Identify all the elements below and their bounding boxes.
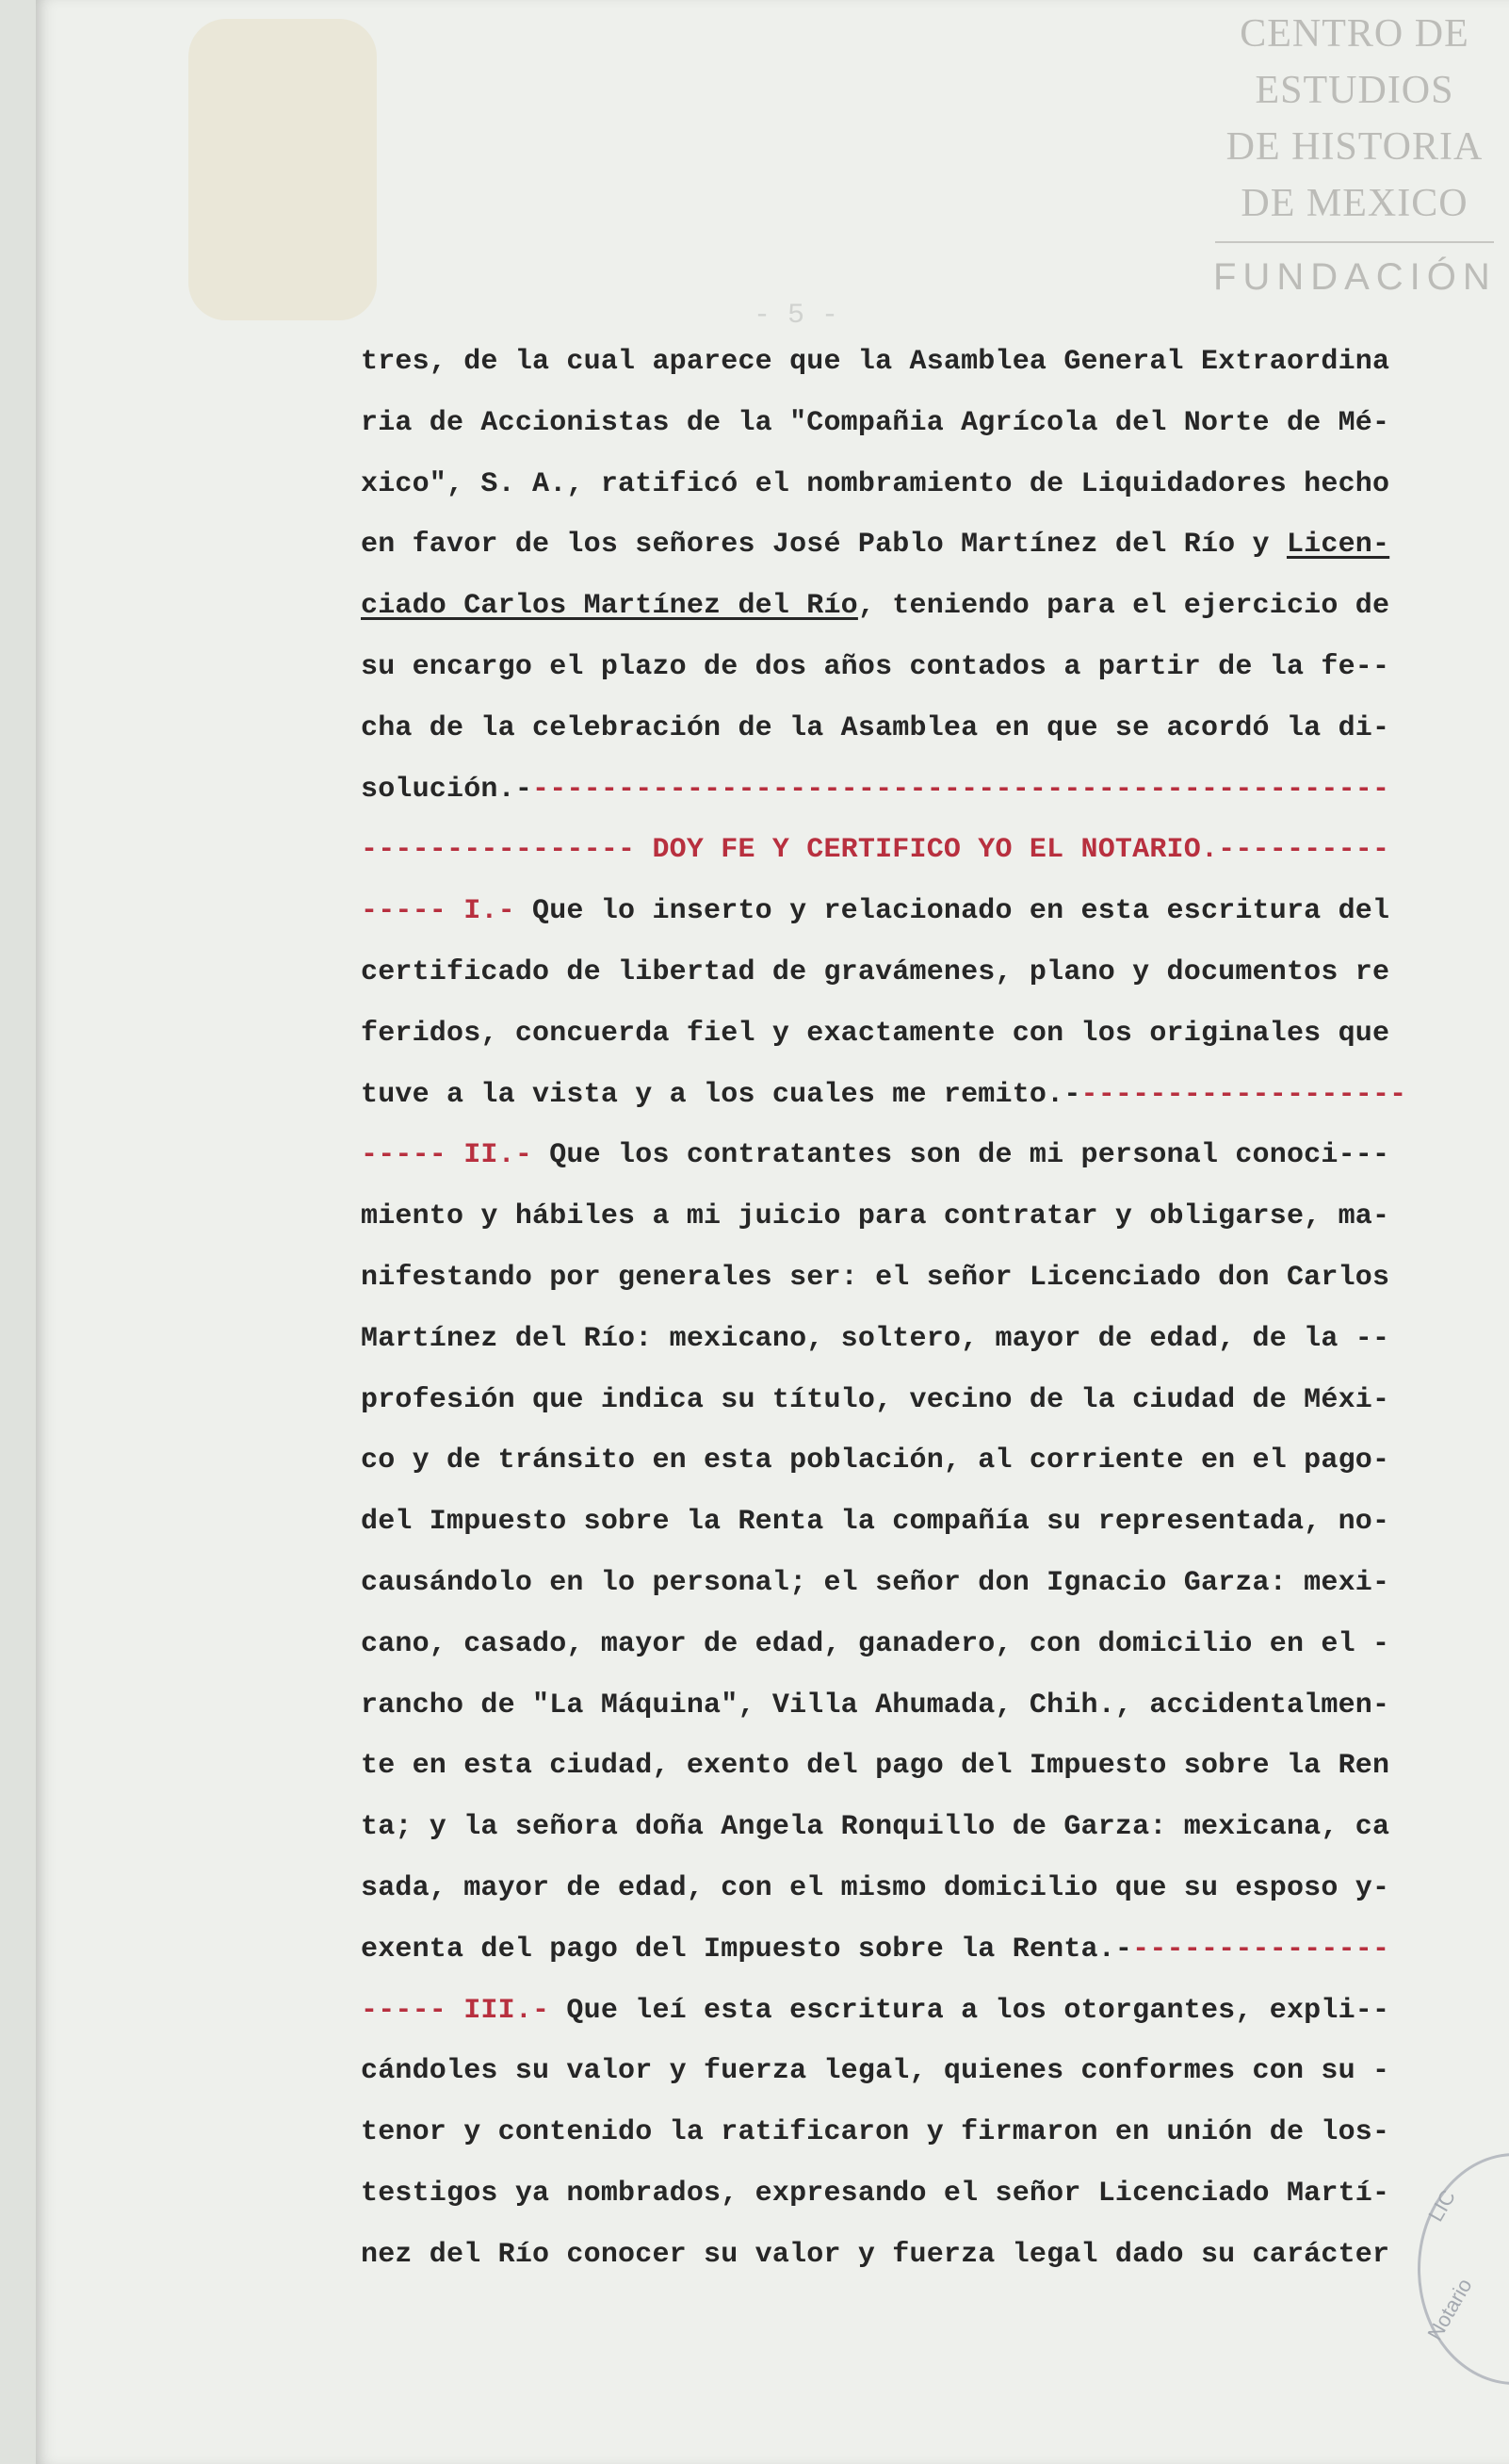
line-text: testigos ya nombrados, expresando el señor Licenciado Martí- xyxy=(361,2177,1390,2210)
line-text: ria de Accionistas de la "Compañia Agrícola del Norte de Mé- xyxy=(361,406,1390,439)
document-line xyxy=(361,1797,1463,1858)
watermark-line: CENTRO DE xyxy=(1240,12,1469,56)
line-text: Martínez del Río: mexicano, soltero, mayor de edad, de la -- xyxy=(361,1322,1390,1355)
document-line xyxy=(361,2225,1463,2286)
watermark-line: ESTUDIOS xyxy=(1255,69,1454,112)
document-line xyxy=(361,698,1463,759)
document-line xyxy=(361,1675,1463,1737)
line-text: ta; y la señora doña Angela Ronquillo de Garza: mexicana, ca xyxy=(361,1811,1390,1844)
red-filler-text: ----- II.- xyxy=(361,1139,533,1172)
red-filler-text: --------------- xyxy=(1132,1933,1390,1966)
line-text: causándolo en lo personal; el señor don Ignacio Garza: mexi- xyxy=(361,1566,1390,1599)
line-text: cha de la celebración de la Asamblea en que se acordó la di- xyxy=(361,711,1390,744)
seal-text: Notario xyxy=(1422,2274,1477,2344)
watermark-divider xyxy=(1215,241,1494,243)
watermark-line: DE HISTORIA xyxy=(1225,125,1484,169)
line-text: solución.- xyxy=(361,773,533,806)
line-text: tuve a la vista y a los cuales me remito.- xyxy=(361,1078,1081,1111)
line-text: Licen- xyxy=(1286,529,1390,562)
document-line xyxy=(361,454,1463,515)
line-text: exenta del pago del Impuesto sobre la Renta.- xyxy=(361,1933,1133,1966)
line-text: feridos, concuerda fiel y exactamente con los originales que xyxy=(361,1017,1390,1050)
line-text: cándoles su valor y fuerza legal, quienes conformes con su - xyxy=(361,2055,1390,2088)
document-line xyxy=(361,1614,1463,1675)
line-text: profesión que indica su título, vecino de la ciudad de Méxi- xyxy=(361,1383,1390,1416)
document-line xyxy=(361,1492,1463,1553)
red-filler-text: ---------------- DOY FE Y CERTIFICO YO EL NOTARIO.---------- xyxy=(361,834,1390,867)
watermark-foundation: FUNDACIÓN xyxy=(1213,256,1497,298)
page-edge xyxy=(0,0,36,2464)
line-text: Que los contratantes son de mi personal conoci--- xyxy=(532,1139,1390,1172)
line-text: , teniendo para el ejercicio de xyxy=(857,590,1390,623)
red-filler-text: ------------------- xyxy=(1080,1078,1407,1111)
red-filler-text: -------------------------------------------------- xyxy=(532,773,1390,806)
document-line xyxy=(361,514,1463,576)
paper-stain xyxy=(188,19,377,320)
document-line xyxy=(361,1858,1463,1919)
document-line xyxy=(361,1065,1463,1126)
document-line xyxy=(361,332,1463,393)
document-line xyxy=(361,1370,1463,1431)
line-text: rancho de "La Máquina", Villa Ahumada, Chih., accidentalmen- xyxy=(361,1689,1390,1722)
document-line xyxy=(361,1430,1463,1492)
document-line xyxy=(361,1919,1463,1981)
document-line xyxy=(361,576,1463,637)
line-text: ciado Carlos Martínez del Río xyxy=(361,590,858,623)
line-text: Que leí esta escritura a los otorgantes, expli-- xyxy=(549,1994,1390,2027)
archive-watermark xyxy=(1213,6,1496,300)
document-line xyxy=(361,759,1463,821)
line-text: nez del Río conocer su valor y fuerza legal dado su carácter xyxy=(361,2238,1390,2271)
line-text: te en esta ciudad, exento del pago del Impuesto sobre la Ren xyxy=(361,1750,1390,1783)
document-line xyxy=(361,942,1463,1004)
document-line xyxy=(361,1125,1463,1186)
document-line xyxy=(361,1004,1463,1065)
line-text: xico", S. A., ratificó el nombramiento de Liquidadores hecho xyxy=(361,467,1390,500)
line-text: co y de tránsito en esta población, al corriente en el pago- xyxy=(361,1444,1390,1477)
line-text: certificado de libertad de gravámenes, plano y documentos re xyxy=(361,955,1390,988)
document-line xyxy=(361,1248,1463,1309)
document-body xyxy=(361,332,1463,2286)
line-text: del Impuesto sobre la Renta la compañía su representada, no- xyxy=(361,1506,1390,1539)
document-line xyxy=(361,1309,1463,1370)
document-line xyxy=(361,1981,1463,2042)
line-text: su encargo el plazo de dos años contados a partir de la fe-- xyxy=(361,650,1390,683)
document-line xyxy=(361,2041,1463,2102)
document-line xyxy=(361,1186,1463,1248)
line-text: cano, casado, mayor de edad, ganadero, con domicilio en el - xyxy=(361,1627,1390,1660)
watermark-line: DE MEXICO xyxy=(1241,182,1468,225)
document-line xyxy=(361,881,1463,942)
line-text: en favor de los señores José Pablo Martínez del Río y xyxy=(361,529,1287,562)
document-line xyxy=(361,2163,1463,2225)
document-line xyxy=(361,637,1463,698)
line-text: sada, mayor de edad, con el mismo domicilio que su esposo y- xyxy=(361,1871,1390,1904)
line-text: tres, de la cual aparece que la Asamblea General Extraordina xyxy=(361,346,1390,378)
red-filler-text: ----- III.- xyxy=(361,1994,550,2027)
document-line xyxy=(361,393,1463,454)
line-text: nifestando por generales ser: el señor Licenciado don Carlos xyxy=(361,1261,1390,1294)
page-number: - 5 - xyxy=(754,300,839,332)
line-text: Que lo inserto y relacionado en esta escritura del xyxy=(514,895,1390,928)
document-line xyxy=(361,1553,1463,1614)
document-line xyxy=(361,1736,1463,1797)
seal-text: LIC xyxy=(1423,2185,1461,2226)
red-filler-text: ----- I.- xyxy=(361,895,515,928)
document-line xyxy=(361,2102,1463,2163)
document-line xyxy=(361,820,1463,881)
line-text: miento y hábiles a mi juicio para contratar y obligarse, ma- xyxy=(361,1200,1390,1233)
line-text: tenor y contenido la ratificaron y firmaron en unión de los- xyxy=(361,2116,1390,2149)
